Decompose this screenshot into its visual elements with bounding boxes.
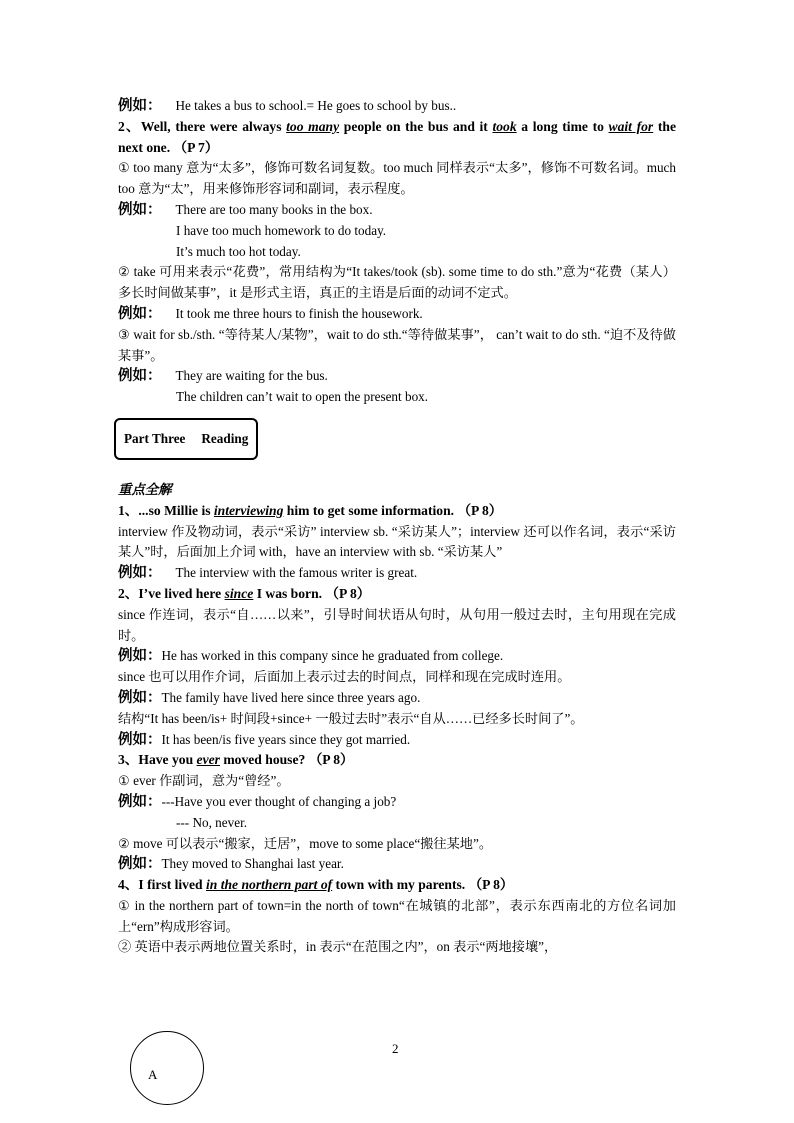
example-text: The family have lived here since three years ago. (161, 689, 421, 705)
example-continuation: --- No, never. (176, 814, 248, 830)
point-heading (118, 501, 676, 522)
key-phrase: wait for (608, 118, 654, 134)
heading-text: him to get some information. （P 8） (283, 502, 503, 518)
explanation-paragraph: ① in the northern part of town=in the north of town“在城镇的北部”，表示东西南北的方位名词加上“ern”构成形容词。 (118, 897, 676, 934)
key-phrase: since (224, 585, 254, 601)
example-text: The interview with the famous writer is great. (175, 565, 418, 581)
key-phrase: too many (286, 118, 340, 134)
heading-text: the next one. （P 7） (118, 118, 676, 155)
heading-text: 2、I’ve lived here (118, 585, 225, 601)
example-line (118, 646, 676, 667)
part-number: Part Three (124, 430, 186, 446)
explanation-paragraph: ③ wait for sb./sth. “等待某人/某物”，wait to do sth.“等待做某事”， can’t wait to do sth. “迫不及待做某事”。 (118, 326, 676, 363)
example-line (118, 854, 676, 875)
example-continuation: I have too much homework to do today. (176, 222, 387, 238)
key-phrase: in the northern part of (205, 877, 333, 893)
explanation-paragraph: ② move 可以表示“搬家，迁居”，move to some place“搬往某地”。 (118, 835, 493, 851)
example-continuation: It’s much too hot today. (176, 243, 301, 259)
heading-text: town with my parents. （P 8） (332, 877, 514, 893)
example-text: There are too many books in the box. (175, 201, 373, 217)
example-line (118, 792, 676, 813)
explanation-paragraph: ① too many 意为“太多”，修饰可数名词复数。too much 同样表示“太多”，修饰不可数名词。much too 意为“太”，用来修饰形容词和副词，表示程度。 (118, 160, 676, 197)
section-title: 重点全解 (118, 481, 172, 497)
heading-text: moved house? （P 8） (219, 752, 354, 768)
example-text: It has been/is five years since they got married. (161, 731, 411, 747)
key-phrase: ever (196, 752, 220, 768)
explanation-paragraph: ② 英语中表示两地位置关系时，in 表示“在范围之内”，on 表示“两地接壤”， (118, 939, 558, 955)
example-label: 例如： (118, 689, 162, 706)
example-text: It took me three hours to finish the housework. (175, 305, 423, 321)
point-heading (118, 750, 676, 771)
example-line (118, 688, 676, 709)
example-text: They moved to Shanghai last year. (161, 856, 344, 872)
explanation-paragraph: since 也可以用作介词，后面加上表示过去的时间点，同样和现在完成时连用。 (118, 669, 571, 685)
explanation-paragraph: ① ever 作副词，意为“曾经”。 (118, 773, 290, 789)
page-number: 2 (392, 1041, 399, 1056)
example-line (118, 563, 676, 584)
example-label: 例如： (118, 565, 162, 582)
part-name: Reading (201, 430, 249, 446)
key-phrase: interviewing (213, 502, 284, 518)
example-text: They are waiting for the bus. (175, 368, 328, 384)
example-label: 例如： (118, 305, 162, 322)
example-label: 例如： (118, 731, 162, 748)
heading-text: 2、Well, there were always (118, 118, 287, 134)
point-heading (118, 117, 676, 159)
document-body (118, 96, 676, 958)
example-line (118, 96, 676, 117)
key-phrase: took (492, 118, 517, 134)
example-line (118, 366, 676, 387)
example-continuation: The children can’t wait to open the present box. (176, 389, 429, 405)
heading-text: 3、Have you (118, 752, 197, 768)
explanation-paragraph: interview 作及物动词，表示“采访” interview sb. “采访某人”；interview 还可以作名词，表示“采访某人”时，后面加上介词 with，have an interview with sb. “采访某人” (118, 523, 676, 560)
heading-text: 1、...so Millie is (118, 502, 214, 518)
circle-label: A (148, 1067, 158, 1082)
example-label: 例如： (118, 856, 162, 873)
heading-text: a long time to (516, 118, 609, 134)
heading-text: I was born. （P 8） (253, 585, 371, 601)
part-title-box (114, 418, 258, 460)
example-label: 例如： (118, 368, 162, 385)
example-label: 例如： (118, 98, 162, 114)
heading-text: people on the bus and it (339, 118, 493, 134)
heading-text: 4、I first lived (118, 877, 206, 893)
example-line (118, 304, 676, 325)
example-line (118, 200, 676, 221)
explanation-paragraph: ② take 可用来表示“花费”，常用结构为“It takes/took (sb). some time to do sth.”意为“花费（某人）多长时间做某事”，it 是形式主语，真正的主语是后面的动词不定式。 (118, 264, 676, 301)
explanation-paragraph: 结构“It has been/is+ 时间段+since+ 一般过去时”表示“自从……已经多长时间了”。 (118, 710, 584, 726)
example-text: He has worked in this company since he graduated from college. (161, 648, 504, 664)
circle-mark (130, 1031, 204, 1105)
example-text: ---Have you ever thought of changing a job? (161, 793, 397, 809)
example-line (118, 730, 676, 751)
part-box-wrap (118, 408, 676, 478)
example-label: 例如： (118, 648, 162, 665)
point-heading (118, 584, 676, 605)
example-text: He takes a bus to school.= He goes to school by bus.. (175, 98, 457, 113)
example-label: 例如： (118, 201, 162, 218)
point-heading (118, 875, 676, 896)
example-label: 例如： (118, 793, 162, 810)
explanation-paragraph: since 作连词，表示“自……以来”，引导时间状语从句时，从句用一般过去时，主句用现在完成时。 (118, 606, 676, 643)
